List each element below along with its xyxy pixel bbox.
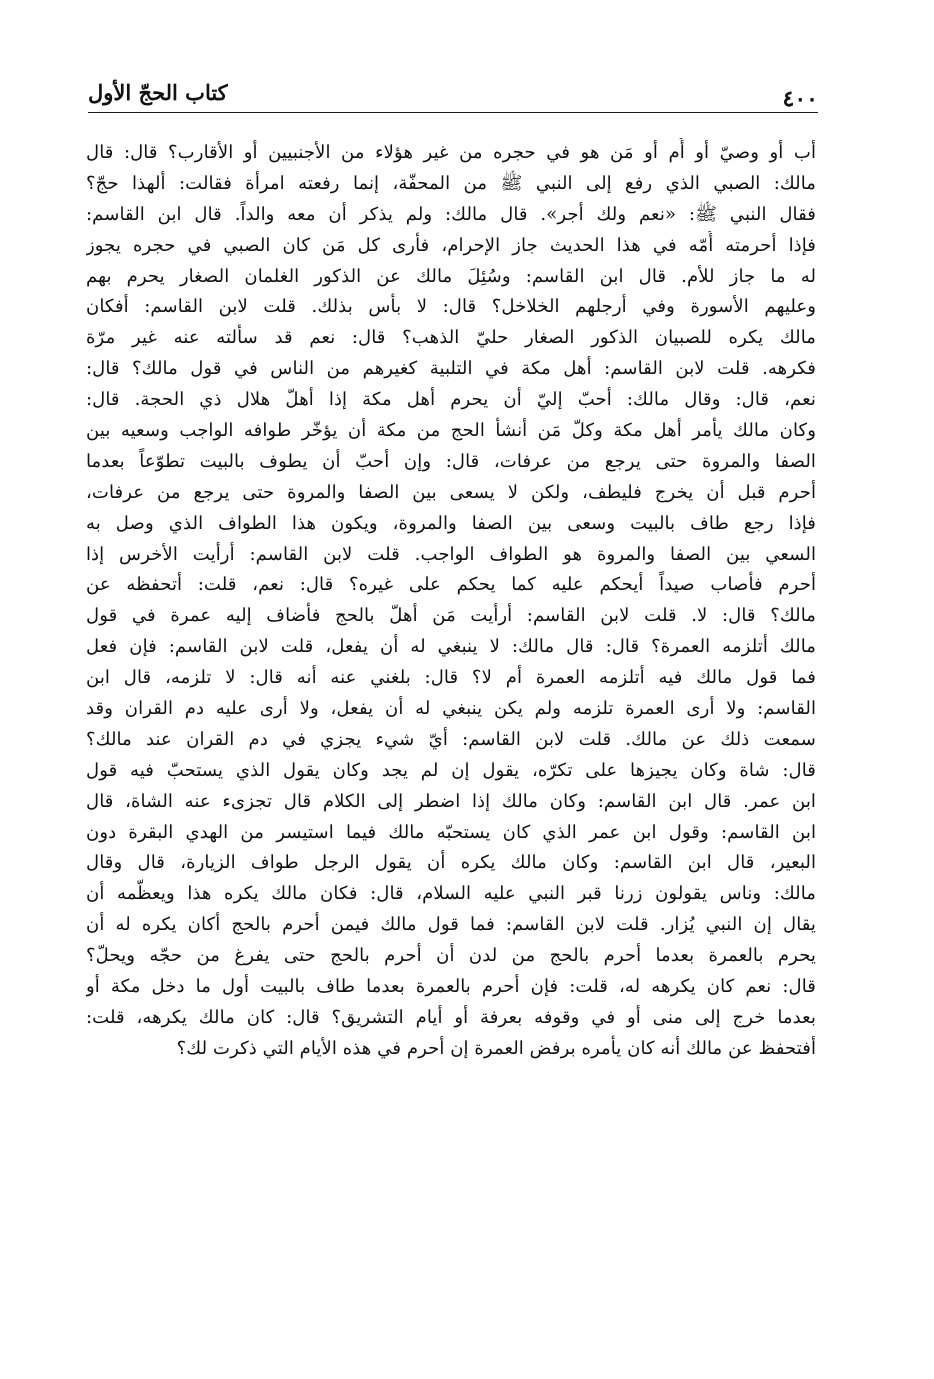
header-rule bbox=[88, 112, 818, 113]
text-line: أفتحفظ عن مالك أنه كان يأمره برفض العمرة إن أحرم في هذه الأيام التي ذكرت لك؟ bbox=[176, 1037, 816, 1059]
text-line: سمعت ذلك عن مالك. قلت لابن القاسم: أيّ شيء يجزي في دم القران عند مالك؟ bbox=[86, 728, 816, 750]
text-line: الصفا والمروة حتى يرجع من عرفات، قال: وإن أحبّ أن يطوف بالبيت تطوّعاً بعدما bbox=[86, 450, 816, 472]
body-text bbox=[86, 138, 816, 1318]
text-line: أحرم قبل أن يخرج فليطف، ولكن لا يسعى بين الصفا والمروة حتى يرجع من عرفات، bbox=[86, 481, 816, 503]
text-line: فكرهه. قلت لابن القاسم: أهل مكة في التلبية كغيرهم من الناس في قول مالك؟ قال: bbox=[86, 358, 816, 380]
text-line: السعي بين الصفا والمروة هو الطواف الواجب. قلت لابن القاسم: أرأيت الأخرس إذا bbox=[86, 543, 816, 565]
text-line: فقال النبي ﷺ: «نعم ولك أجر». قال مالك: ولم يذكر أن معه والداً. قال ابن القاسم: bbox=[86, 203, 816, 225]
text-line: ابن عمر. قال ابن القاسم: وكان مالك إذا اضطر إلى الكلام قال تجزىء عنه الشاة، قال bbox=[86, 790, 816, 812]
text-line: ابن القاسم: وقول ابن عمر الذي كان يستحبّه مالك فيما استيسر من الهدي البقرة دون bbox=[86, 821, 816, 843]
text-line: مالك أتلزمه العمرة؟ قال: قال مالك: لا ينبغي له أن يفعل، قلت لابن القاسم: فإن فعل bbox=[86, 636, 816, 658]
text-line: يحرم بالعمرة بعدما أحرم بالحج من لدن أن أحرم بالحج حتى يفرغ من حجّه ويحلّ؟ bbox=[86, 945, 816, 967]
text-line: نعم، قال: وقال مالك: أحبّ إليّ أن يحرم أهل مكة إذا أهلّ هلال ذي الحجة. قال: bbox=[86, 389, 816, 411]
text-line: يقال إن النبي يُزار. قلت لابن القاسم: فما قول مالك فيمن أحرم بالحج أكان يكره له أن bbox=[86, 914, 816, 936]
text-line: مالك؟ قال: لا. قلت لابن القاسم: أرأيت مَن أهلّ بالحج فأضاف إليه عمرة في قول bbox=[86, 605, 816, 627]
text-line: القاسم: ولا أرى العمرة تلزمه ولم يكن ينبغي له أن يفعل، ولا أرى عليه دم القران وقد bbox=[86, 698, 816, 720]
text-line: له ما جاز للأم. قال ابن القاسم: وسُئِلَ مالك عن الذكور الغلمان الصغار يحرم بهم bbox=[86, 265, 816, 287]
text-line: فإذا رجع طاف بالبيت وسعى بين الصفا والمروة، ويكون هذا الطواف الذي وصل به bbox=[86, 512, 816, 534]
text-line: فما قول مالك فيه أتلزمه العمرة أم لا؟ قال: بلغني عنه أنه قال: لا تلزمه، قال ابن bbox=[86, 667, 816, 689]
page-header bbox=[88, 80, 818, 120]
text-line: فإذا أحرمته أُمّه في هذا الحديث جاز الإحرام، فأرى كل مَن كان الصبي في حجره يجوز bbox=[86, 234, 816, 256]
text-line: قال: شاة وكان يجيزها على تكرّه، يقول إن لم يجد وكان يقول الذي يستحبّ فيه قول bbox=[86, 759, 816, 781]
text-line: مالك: الصبي الذي رفع إلى النبي ﷺ من المحفّة، إنما رفعته امرأة فقالت: ألهذا حجّ؟ bbox=[86, 172, 816, 194]
text-line: وكان مالك يأمر أهل مكة وكلّ مَن أنشأ الحج من مكة أن يؤخّر طوافه الواجب وسعيه بين bbox=[86, 420, 816, 442]
text-line: بعدما خرج إلى منى أو في وقوفه بعرفة أو أيام التشريق؟ قال: كان مالك يكرهه، قلت: bbox=[86, 1006, 816, 1028]
text-line: أحرم فأصاب صيداً أيحكم عليه كما يحكم على غيره؟ قال: نعم، قلت: أتحفظه عن bbox=[86, 574, 816, 596]
text-line: البعير، قال ابن القاسم: وكان مالك يكره أن يقول الرجل طواف الزيارة، قال وقال bbox=[86, 852, 816, 874]
page-number: ٤٠٠ bbox=[782, 86, 818, 112]
text-line: وعليهم الأسورة وفي أرجلهم الخلاخل؟ قال: لا بأس بذلك. قلت لابن القاسم: أفكان bbox=[86, 296, 816, 318]
running-title: كتاب الحجّ الأول bbox=[88, 80, 228, 105]
text-line: قال: نعم كان يكرهه له، قلت: فإن أحرم بالعمرة بعدما طاف بالبيت أول ما دخل مكة أو bbox=[86, 976, 816, 998]
text-line: مالك: وناس يقولون زرنا قبر النبي عليه السلام، قال: فكان مالك يكره هذا ويعظّمه أن bbox=[86, 883, 816, 905]
text-line: أب أو وصيّ أو أُم أو مَن هو في حجره من غير هؤلاء من الأجنبيين أو الأقارب؟ قال: قال bbox=[86, 142, 816, 163]
text-line: مالك يكره للصبيان الذكور الصغار حليّ الذهب؟ قال: نعم قد سألته عنه غير مرّة bbox=[86, 327, 816, 349]
